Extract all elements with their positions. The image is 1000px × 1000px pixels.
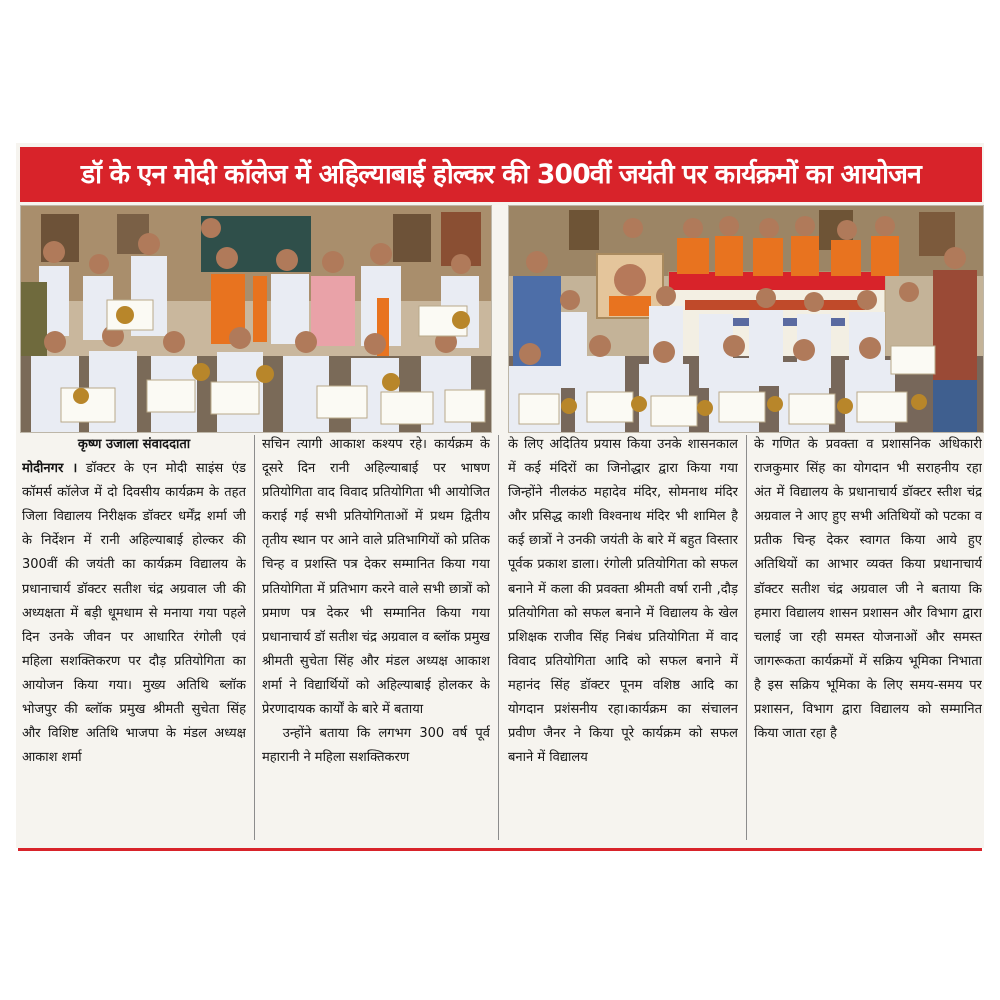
photo-left — [20, 205, 492, 433]
column-rule — [746, 435, 747, 840]
column-1-body — [22, 457, 246, 770]
article-column-2 — [262, 433, 490, 843]
column-4-text: के गणित के प्रवक्ता व प्रशासनिक अधिकारी राजकुमार सिंह का योगदान भी सराहनीय रहा अंत में विद्यालय के प्रधानाचार्य डॉक्टर स्तीश चंद्र अग्रवाल ने आए हुए सभी अतिथियों को पटका व प्रतीक चिन्ह देकर स्वागत किया आये हुए अतिथियों का आभार व्यक्त किया प्रधानाचार्य डॉक्टर सतीश चंद्र अग्रवाल जी ने बताया कि हमारा विद्यालय शासन प्रशासन और विभाग द्वारा चलाई जा रही समस्त योजनाओं और समस्त जागरूकता कार्यक्रमों में सक्रिय भूमिका निभाता है इस सक्रिय भूमिका के लिए समय-समय पर प्रशासन, विभाग द्वारा विद्यालय को सम्मानित किया जाता रहा है — [754, 437, 982, 742]
column-1-text: डॉक्टर के एन मोदी साइंस एंड कॉमर्स कॉलेज में दो दिवसीय कार्यक्रम के तहत जिला विद्यालय निरीक्षक डॉक्टर धर्मेंद्र शर्मा जी के निर्देशन में रानी अहिल्याबाई होल्कर की 300वीं की जयंती का कार्यक्रम विद्यालय के प्रधानाचार्य डॉक्टर सतीश चंद्र अग्रवाल जी की अध्यक्षता में बड़ी धूमधाम से मनाया गया पहले दिन उनके जीवन पर आधारित रंगोली एवं महिला सशक्तिकरण पर दौड़ प्रतियोगिता का आयोजन किया गया। मुख्य अतिथि ब्लॉक भोजपुर की ब्लॉक प्रमुख श्रीमती सुचेता सिंह और विशिष्ट अतिथि भाजपा के मंडल अध्यक्ष आकाश शर्मा — [22, 461, 246, 766]
column-rule — [498, 435, 499, 840]
article-column-4 — [754, 433, 982, 843]
headline: डॉ के एन मोदी कॉलेज में अहिल्याबाई होल्कर की 300वीं जयंती पर कार्यक्रमों का आयोजन — [20, 147, 982, 202]
column-2-text: सचिन त्यागी आकाश कश्यप रहे। कार्यक्रम के दूसरे दिन रानी अहिल्याबाई पर भाषण प्रतियोगिता वाद विवाद प्रतियोगिता भी आयोजित कराई गई सभी प्रतियोगिताओं में प्रथम द्वितीय तृतीय स्थान पर आने वाले प्रतिभागियों को प्रतिक चिन्ह व प्रशस्ति पत्र देकर सम्मानित किया गया प्रतियोगिता में प्रतिभाग करने वाले सभी छात्रों को प्रमाण पत्र देकर भी सम्मानित किया गया प्रधानाचार्य डॉ सतीश चंद्र अग्रवाल व ब्लॉक प्रमुख श्रीमती सुचेता सिंह और मंडल अध्यक्ष आकाश शर्मा ने विद्यार्थियों को अहिल्याबाई होलकर के प्रेरणादायक कार्यों के बारे में बताया — [262, 437, 490, 718]
article-column-1 — [22, 433, 246, 843]
bottom-border — [18, 848, 982, 851]
photo-right — [508, 205, 984, 433]
column-3-text: के लिए अदितिय प्रयास किया उनके शासनकाल में कई मंदिरों का जिनोद्धार द्वारा किया गया जिन्होंने नीलकंठ महादेव मंदिर, सोमनाथ मंदिर और प्रसिद्ध काशी विश्वनाथ मंदिर भी शामिल है कई छात्रों ने उनकी जयंती के बारे में बहुत विस्तार पूर्वक प्रकाश डाला। रंगोली प्रतियोगिता को सफल बनाने में कला की प्रवक्ता श्रीमती वर्षा रानी ,दौड़ प्रतियोगिता को सफल बनाने में विद्यालय के खेल प्रशिक्षक राजीव सिंह निबंध प्रतियोगिता में वाद विवाद प्रतियोगिता आदि को सफल बनाने में महानंद सिंह डॉक्टर पूनम वशिष्ठ आदि का योगदान प्रशंसनीय रहा।कार्यक्रम का संचालन प्रवीण जैनर ने किया पूरे कार्यक्रम को सफल बनाने में विद्यालय — [508, 437, 738, 766]
column-2-paragraph-2: उन्होंने बताया कि लगभग 300 वर्ष पूर्व महारानी ने महिला सशक्तिकरण — [262, 726, 490, 766]
dateline: मोदीनगर । — [22, 461, 78, 477]
column-rule — [254, 435, 255, 840]
article-column-3 — [508, 433, 738, 843]
byline: कृष्ण उजाला संवाददाता — [77, 437, 191, 452]
